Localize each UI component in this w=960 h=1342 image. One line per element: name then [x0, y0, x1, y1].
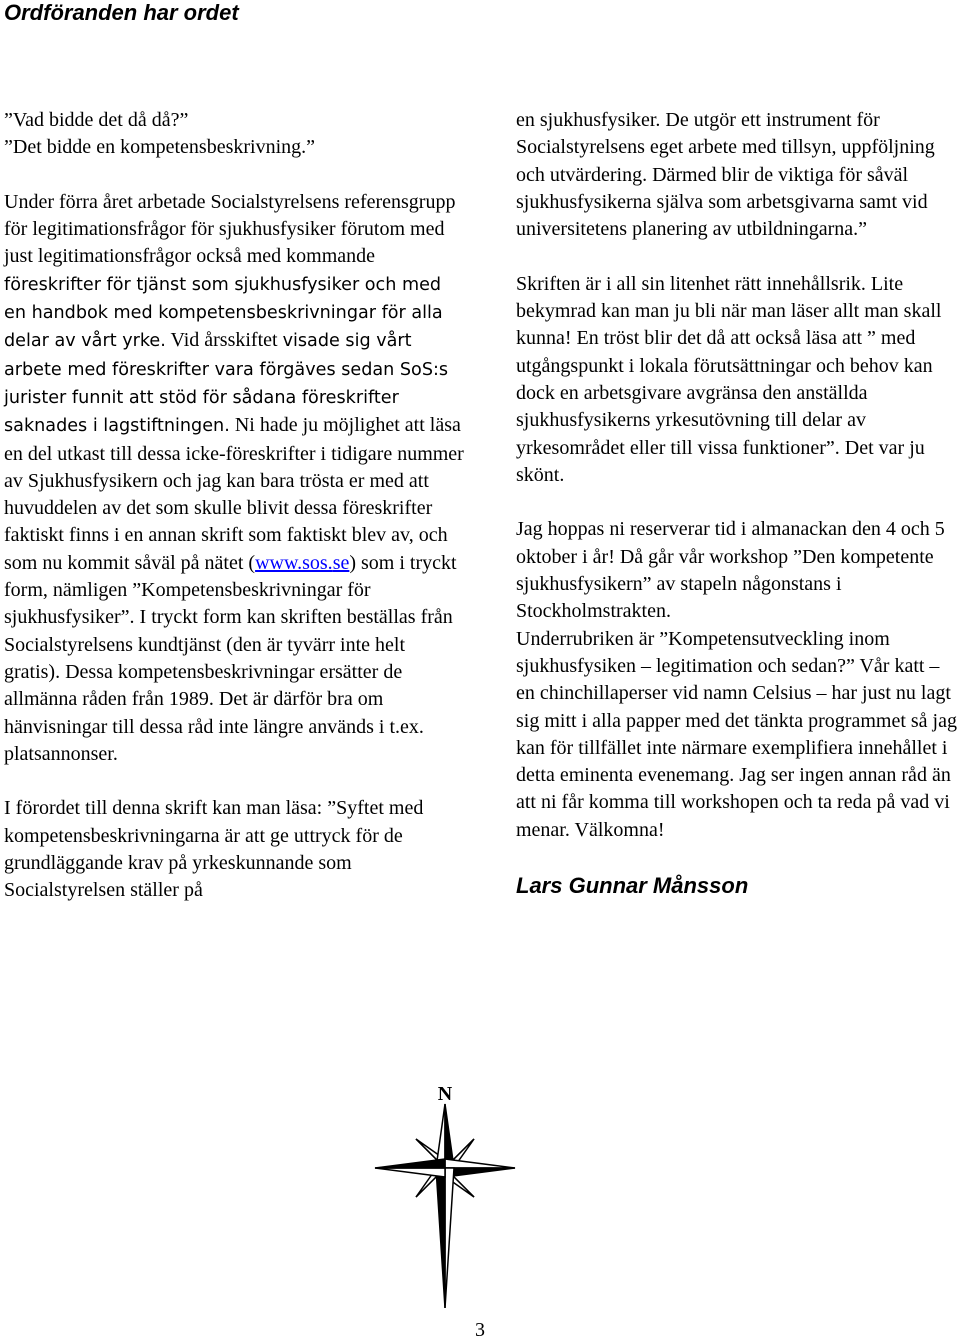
page-heading: Ordföranden har ordet	[4, 0, 239, 25]
text-run: Under förra året arbetade Socialstyrelsens referensgrupp för legitimationsfrågor för sjukhusfysiker förutom med just legitimationsfrågor också med kommande	[4, 190, 456, 268]
text-run: Vid årsskiftet	[165, 329, 283, 352]
sos-link[interactable]	[255, 552, 349, 574]
text-run-sans: föreskrifter för tjänst som sjukhusfysiker och med en handbok med kompetensbeskrivningar för alla delar av vårt yrke.	[4, 274, 443, 352]
signature: Lars Gunnar Månsson	[516, 873, 749, 899]
paragraph-foreword-continued: en sjukhusfysiker. De utgör ett instrument för Socialstyrelsens eget arbete med tillsyn, uppföljning och utvärdering. Därmed blir de viktiga för såväl sjukhusfysikerna själva som arbetsgivarna samt vid universitetens planering av utbildningarna.”	[516, 109, 935, 241]
paragraph-skriften: Skriften är i all sin litenhet rätt innehållsrik. Lite bekymrad kan man ju bli när man läser allt man skall kunna! En tröst blir det då att också läsa att ” med utgångspunkt i lokala förutsättningar och behov kan dock en arbetsgivare avgränsa den anställda sjukhusfysikerns yrkesutövning till delar av yrkesområdet eller till vissa funktioner”. Det var ju skönt.	[516, 272, 942, 486]
text-run: ) som i tryckt form, nämligen ”Kompetensbeskrivningar för sjukhusfysiker”. I tryckt form kan skriften beställas från Socialstyrelsens kundtjänst (den är tyvärr inte helt gratis). Dessa kompetensbeskrivningar ersätter de allmänna råden från 1989. Det är därför bra om hänvisningar till dessa råd inte längre används i t.ex. platsannonser.	[4, 551, 457, 765]
paragraph-workshop: Jag hoppas ni reserverar tid i almanackan den 4 och 5 oktober i år! Då går vår workshop ”Den kompetente sjukhusfysikern” av stapeln någonstans i Stockholmstrakten.	[516, 518, 945, 623]
opening-quote-line-1: ”Vad bidde det då då?”	[4, 109, 189, 131]
compass-north-label: N	[437, 1083, 453, 1105]
link-text: www.sos.	[255, 551, 333, 574]
paragraph-gap	[516, 243, 960, 270]
compass-star	[375, 1104, 515, 1308]
paragraph-gap	[4, 768, 464, 795]
paragraph-gap	[4, 162, 464, 189]
text-run: Ni hade ju möjlighet att läsa en del utkast till dessa icke-föreskrifter i tidigare nummer av Sjukhusfysikern och jag kan bara trösta er med att huvuddelen av det som skulle blivit dessa föreskrifter faktiskt finns i en annan skrift som faktiskt blev av, och som nu kommit såväl på nätet (	[4, 414, 464, 574]
paragraph-gap	[516, 489, 960, 516]
compass-rose-icon	[372, 1082, 518, 1312]
right-column	[516, 107, 960, 901]
page-number: 3	[475, 1319, 485, 1341]
opening-quote-line-2: ”Det bidde en kompetensbeskrivning.”	[4, 136, 316, 159]
link-text: se	[332, 551, 350, 574]
paragraph-socialstyrelsen	[4, 189, 464, 768]
paragraph-foreword: I förordet till denna skrift kan man läsa: ”Syftet med kompetensbeskrivningarna är att ge uttryck för de grundläggande krav på yrkeskunnande som Socialstyrelsen ställer på	[4, 797, 424, 902]
left-column	[4, 107, 464, 905]
paragraph-underrubrik: Underrubriken är ”Kompetensutveckling inom sjukhusfysiken – legitimation och sedan?” Vår katt – en chinchillaperser vid namn Celsius – har just nu lagt sig mitt i alla papper med det tänkta programmet så jag kan för tillfället inte närmare exemplifiera innehållet i detta eminenta evenemang. Jag ser ingen annan råd än att ni får komma till workshopen och ta reda på vad vi menar. Välkomna!	[516, 627, 957, 841]
text-run-sans: visade sig vårt arbete med föreskrifter vara förgäves sedan SoS:s jurister funnit att stöd för sådana föreskrifter saknades i lagstiftningen.	[4, 331, 449, 437]
